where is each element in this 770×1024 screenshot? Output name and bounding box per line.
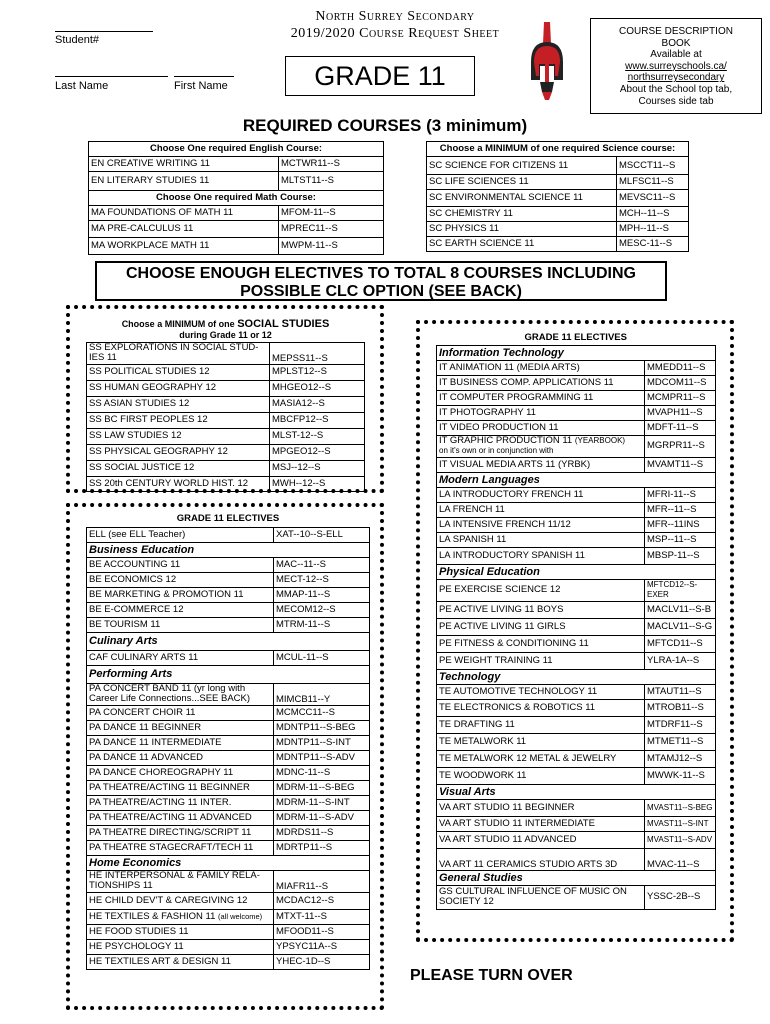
table-row[interactable] [427,190,689,207]
course-code: MSJ--12--S [270,460,365,476]
course-code: MVAST11--S-INT [645,816,716,831]
table-row[interactable] [87,810,370,825]
course-code: MLTST11--S [279,172,384,191]
table-row[interactable] [427,207,689,222]
course-code: MPREC11--S [279,221,384,238]
table-row[interactable] [87,342,365,364]
course-name: IT PHOTOGRAPHY 11 [437,405,645,420]
course-code: MFOOD11--S [274,924,370,939]
course-code: MCMPR11--S [645,390,716,405]
first-name-label: First Name [174,80,228,92]
course-name: PA DANCE 11 INTERMEDIATE [87,735,274,750]
table-row[interactable] [437,420,716,435]
course-name: MA FOUNDATIONS OF MATH 11 [89,206,279,221]
table-row[interactable] [437,733,716,750]
course-code: MWWK-11--S [645,767,716,784]
table-row[interactable] [437,375,716,390]
last-name-line[interactable] [55,76,168,77]
course-name: VA ART STUDIO 11 ADVANCED [437,831,645,848]
course-code: MTAMJ12--S [645,750,716,767]
course-name: PA THEATRE/ACTING 11 BEGINNER [87,780,274,795]
course-name: PA THEATRE/ACTING 11 ADVANCED [87,810,274,825]
course-name: PE ACTIVE LIVING 11 BOYS [437,601,645,618]
course-code: MFOM-11--S [279,206,384,221]
course-code: MGRPR11--S [645,435,716,457]
general-studies-section-title: General Studies [437,870,716,885]
course-code: MDNTP11--S-BEG [274,720,370,735]
table-row[interactable] [87,602,370,617]
table-row[interactable] [437,699,716,716]
table-row[interactable] [87,825,370,840]
science-header: Choose a MINIMUM of one required Science course: [427,142,689,157]
required-english-math-table [88,141,384,255]
course-name: GS CULTURAL INFLUENCE OF MUSIC ON SOCIETY 12 [437,885,645,909]
left-electives-header: GRADE 11 ELECTIVES [176,512,280,524]
course-name: PA CONCERT BAND 11 (yr long with Career Life Connections...SEE BACK) [87,683,274,705]
course-name: LA SPANISH 11 [437,532,645,547]
table-row[interactable] [437,750,716,767]
please-turn-over: PLEASE TURN OVER [410,967,573,984]
course-code: MFR--11--S [645,502,716,517]
table-row[interactable] [87,720,370,735]
course-name: SS HUMAN GEOGRAPHY 12 [87,380,270,396]
course-code: MPGEO12--S [270,444,365,460]
electives-banner [95,261,667,301]
course-name: BE E-COMMERCE 12 [87,602,274,617]
course-name: SS LAW STUDIES 12 [87,428,270,444]
cdb-line-2: BOOK [661,37,691,49]
table-row[interactable] [437,816,716,831]
table-row[interactable] [87,396,365,412]
course-code: MPH--11--S [617,222,689,237]
course-name: PA CONCERT CHOIR 11 [87,705,274,720]
course-name: EN LITERARY STUDIES 11 [89,172,279,191]
table-row[interactable] [87,892,370,909]
social-studies-header [87,318,365,342]
table-row[interactable] [87,617,370,632]
course-name: HE FOOD STUDIES 11 [87,924,274,939]
table-row[interactable] [437,502,716,517]
course-code: MFTCD11--S [645,635,716,652]
course-code: MEVSC11--S [617,190,689,207]
course-note-2: on it's own or in conjunction with [439,446,554,455]
table-row[interactable] [89,221,384,238]
course-code: MDNC-11--S [274,765,370,780]
table-row[interactable] [437,532,716,547]
table-row[interactable] [437,831,716,848]
course-code: MIAFR11--S [274,870,370,892]
school-name: North Surrey Secondary [315,9,475,24]
course-name: SS ASIAN STUDIES 12 [87,396,270,412]
course-code: MDNTP11--S-INT [274,735,370,750]
table-row[interactable] [89,172,384,191]
english-header: Choose One required English Course: [89,142,384,157]
required-science-table [426,141,689,252]
course-name-main: HE TEXTILES & FASHION 11 [89,910,216,922]
table-row[interactable] [427,222,689,237]
right-electives-header: GRADE 11 ELECTIVES [524,331,627,343]
course-code: MEPSS11--S [270,342,365,364]
table-row[interactable] [437,547,716,564]
table-row[interactable] [437,885,716,909]
course-code: MECOM12--S [274,602,370,617]
course-name: LA INTRODUCTORY SPANISH 11 [437,547,645,564]
table-row[interactable] [437,767,716,784]
table-row[interactable] [87,924,370,939]
course-code: MDRM-11--S-BEG [274,780,370,795]
course-description-box [590,18,762,114]
table-row[interactable] [87,840,370,855]
course-note: (all welcome) [218,911,263,921]
table-row[interactable] [87,780,370,795]
course-name: PE EXERCISE SCIENCE 12 [437,579,645,601]
course-name: PA DANCE 11 ADVANCED [87,750,274,765]
table-row[interactable] [437,799,716,816]
course-name: PA THEATRE DIRECTING/SCRIPT 11 [87,825,274,840]
course-name: IT VIDEO PRODUCTION 11 [437,420,645,435]
course-code: MLST-12--S [270,428,365,444]
course-name: SS POLITICAL STUDIES 12 [87,364,270,380]
table-row[interactable] [87,412,365,428]
table-row[interactable] [87,444,365,460]
course-name: LA INTRODUCTORY FRENCH 11 [437,487,645,502]
course-code: MFR--11INS [645,517,716,532]
table-row[interactable] [87,527,370,542]
course-code: MBCFP12--S [270,412,365,428]
course-code: MTAUT11--S [645,684,716,699]
course-code: YLRA-1A--S [645,652,716,669]
table-row[interactable] [87,572,370,587]
banner-line-2: POSSIBLE CLC OPTION (SEE BACK) [240,283,522,300]
visual-arts-section-title: Visual Arts [437,784,716,799]
course-code: MHGEO12--S [270,380,365,396]
phys-ed-section-title: Physical Education [437,564,716,579]
course-name: SC LIFE SCIENCES 11 [427,175,617,190]
course-name [87,909,274,924]
table-row[interactable] [437,716,716,733]
course-code: MVAC-11--S [645,848,716,870]
table-row[interactable] [89,157,384,172]
grade-title: GRADE 11 [285,56,475,96]
course-name: TE METALWORK 11 [437,733,645,750]
course-name [437,435,645,457]
table-row[interactable] [437,487,716,502]
table-row[interactable] [87,765,370,780]
table-row[interactable] [437,405,716,420]
info-tech-section-title: Information Technology [437,345,716,360]
cdb-line-6: About the School top tab, [619,83,733,95]
banner-line-1: CHOOSE ENOUGH ELECTIVES TO TOTAL 8 COURSES INCLUDING [126,265,636,282]
table-row[interactable] [87,380,365,396]
course-code: MMAP-11--S [274,587,370,602]
course-name: PA DANCE CHOREOGRAPHY 11 [87,765,274,780]
course-name: BE ACCOUNTING 11 [87,557,274,572]
ss-header-c: during Grade 11 or 12 [179,329,272,340]
table-row[interactable] [89,206,384,221]
course-name: SS SOCIAL JUSTICE 12 [87,460,270,476]
course-code: MSCCT11--S [617,157,689,175]
table-row[interactable] [437,360,716,375]
sheet-title: 2019/2020 Course Request Sheet [290,26,500,41]
course-name: SC EARTH SCIENCE 11 [427,237,617,252]
course-name: BE MARKETING & PROMOTION 11 [87,587,274,602]
table-row[interactable] [437,579,716,601]
course-name: EN CREATIVE WRITING 11 [89,157,279,172]
course-code: MACLV11--S-G [645,618,716,635]
course-name: SS PHYSICAL GEOGRAPHY 12 [87,444,270,460]
course-code: MFTCD12--S-EXER [645,579,716,601]
course-code: MDRTP11--S [274,840,370,855]
table-row[interactable] [87,587,370,602]
course-name: HE PSYCHOLOGY 11 [87,939,274,954]
student-number-line[interactable] [55,31,153,32]
course-name: MA PRE-CALCULUS 11 [89,221,279,238]
course-name: PA THEATRE/ACTING 11 INTER. [87,795,274,810]
course-code: MCDAC12--S [274,892,370,909]
course-name: LA INTENSIVE FRENCH 11/12 [437,517,645,532]
course-name: HE INTERPERSONAL & FAMILY RELA-TIONSHIPS 11 [87,870,274,892]
course-code: MACLV11--S-B [645,601,716,618]
culinary-section-title: Culinary Arts [87,632,370,650]
course-code: MWH--12--S [270,476,365,491]
course-code: MTRM-11--S [274,617,370,632]
course-name: MA WORKPLACE MATH 11 [89,238,279,255]
course-name: PA THEATRE STAGECRAFT/TECH 11 [87,840,274,855]
course-code: MDRM-11--S-ADV [274,810,370,825]
course-name: PA DANCE 11 BEGINNER [87,720,274,735]
course-name-main: IT GRAPHIC PRODUCTION 11 [439,435,573,446]
course-code: MFRI-11--S [645,487,716,502]
table-row[interactable] [87,750,370,765]
course-name: TE ELECTRONICS & ROBOTICS 11 [437,699,645,716]
cdb-link-1[interactable]: www.surreyschools.ca/ [625,60,727,72]
left-electives-table [86,511,370,970]
course-code: MSP--11--S [645,532,716,547]
course-name: SS EXPLORATIONS IN SOCIAL STUD-IES 11 [87,342,270,364]
cdb-line-3: Available at [650,49,702,61]
table-row[interactable] [437,601,716,618]
course-name: SC SCIENCE FOR CITIZENS 11 [427,157,617,175]
course-code: MESC-11--S [617,237,689,252]
course-name: PE FITNESS & CONDITIONING 11 [437,635,645,652]
course-code: MVAMT11--S [645,457,716,472]
table-row[interactable] [437,517,716,532]
course-name: PE ACTIVE LIVING 11 GIRLS [437,618,645,635]
languages-section-title: Modern Languages [437,472,716,487]
social-studies-table [86,318,365,492]
table-row[interactable] [87,683,370,705]
course-name: IT ANIMATION 11 (MEDIA ARTS) [437,360,645,375]
course-code: YPSYC11A--S [274,939,370,954]
course-code: YSSC-2B--S [645,885,716,909]
course-code: MECT-12--S [274,572,370,587]
course-code: MLFSC11--S [617,175,689,190]
technology-section-title: Technology [437,669,716,684]
course-name: SC CHEMISTRY 11 [427,207,617,222]
course-code: MDNTP11--S-ADV [274,750,370,765]
course-name: SS 20th CENTURY WORLD HIST. 12 [87,476,270,491]
table-row[interactable] [87,460,365,476]
course-code: YHEC-1D--S [274,954,370,969]
course-name: TE WOODWORK 11 [437,767,645,784]
course-name: CAF CULINARY ARTS 11 [87,650,274,665]
table-row[interactable] [437,390,716,405]
course-name: VA ART 11 CERAMICS STUDIO ARTS 3D [437,848,645,870]
table-row[interactable] [427,175,689,190]
course-code: MMEDD11--S [645,360,716,375]
course-name: TE DRAFTING 11 [437,716,645,733]
course-name: IT COMPUTER PROGRAMMING 11 [437,390,645,405]
table-row[interactable] [437,684,716,699]
course-name: LA FRENCH 11 [437,502,645,517]
course-code: MTROB11--S [645,699,716,716]
course-name: BE ECONOMICS 12 [87,572,274,587]
business-section-title: Business Education [87,542,370,557]
table-row[interactable] [87,735,370,750]
course-code: MCTWR11--S [279,157,384,172]
course-name: SS BC FIRST PEOPLES 12 [87,412,270,428]
table-row[interactable] [427,157,689,175]
table-row[interactable] [87,650,370,665]
last-name-label: Last Name [55,80,109,92]
course-code: MASIA12--S [270,396,365,412]
course-code: MPLST12--S [270,364,365,380]
cdb-link-2[interactable]: northsurreysecondary [627,72,725,84]
table-row[interactable] [87,795,370,810]
performing-arts-section-title: Performing Arts [87,665,370,683]
table-row[interactable] [437,618,716,635]
course-name: SC ENVIRONMENTAL SCIENCE 11 [427,190,617,207]
course-name: IT VISUAL MEDIA ARTS 11 (YRBK) [437,457,645,472]
course-code: MVAST11--S-ADV [645,831,716,848]
table-row[interactable] [437,635,716,652]
table-row[interactable] [87,939,370,954]
cdb-line-7: Courses side tab [638,95,714,107]
course-name: HE CHILD DEV'T & CAREGIVING 12 [87,892,274,909]
spartan-helmet-logo [522,22,572,102]
table-row[interactable] [437,848,716,870]
course-code: MTMET11--S [645,733,716,750]
course-code: MTXT-11--S [274,909,370,924]
course-code: MBSP-11--S [645,547,716,564]
ss-header-b: SOCIAL STUDIES [237,318,330,330]
course-name: ELL (see ELL Teacher) [87,527,274,542]
course-code: MCUL-11--S [274,650,370,665]
course-note: (YEARBOOK) [574,436,626,445]
student-number-label: Student# [55,34,100,46]
school-title-block [260,8,530,42]
course-code: MTDRF11--S [645,716,716,733]
course-code: MDRM-11--S-INT [274,795,370,810]
course-name: VA ART STUDIO 11 BEGINNER [437,799,645,816]
course-code: MCMCC11--S [274,705,370,720]
course-code: MCH--11--S [617,207,689,222]
course-name: IT BUSINESS COMP. APPLICATIONS 11 [437,375,645,390]
table-row[interactable] [437,652,716,669]
right-electives-table [436,331,716,910]
math-header: Choose One required Math Course: [89,191,384,206]
course-name: SC PHYSICS 11 [427,222,617,237]
table-row[interactable] [87,909,370,924]
course-name: VA ART STUDIO 11 INTERMEDIATE [437,816,645,831]
course-name: TE METALWORK 12 METAL & JEWELRY [437,750,645,767]
course-code: XAT--10--S-ELL [274,527,370,542]
course-name: HE TEXTILES ART & DESIGN 11 [87,954,274,969]
course-name: TE AUTOMOTIVE TECHNOLOGY 11 [437,684,645,699]
course-code: MWPM-11--S [279,238,384,255]
table-row[interactable] [87,364,365,380]
table-row[interactable] [87,870,370,892]
table-row[interactable] [87,476,365,491]
first-name-line[interactable] [174,76,234,77]
table-row[interactable] [87,557,370,572]
table-row[interactable] [89,238,384,255]
table-row[interactable] [87,705,370,720]
ss-header-a: Choose a MINIMUM of one [121,318,235,329]
course-code: MVAPH11--S [645,405,716,420]
course-code: MAC--11--S [274,557,370,572]
required-courses-title: REQUIRED COURSES (3 minimum) [242,116,528,135]
table-row[interactable] [427,237,689,252]
course-code: MDRDS11--S [274,825,370,840]
table-row[interactable] [437,457,716,472]
course-code: MIMCB11--Y [274,683,370,705]
cdb-line-1: COURSE DESCRIPTION [619,26,733,37]
table-row[interactable] [87,954,370,969]
home-economics-section-title: Home Economics [87,855,370,870]
course-name: PE WEIGHT TRAINING 11 [437,652,645,669]
table-row[interactable] [87,428,365,444]
course-code: MDCOM11--S [645,375,716,390]
course-name: BE TOURISM 11 [87,617,274,632]
table-row[interactable] [437,435,716,457]
course-code: MDFT-11--S [645,420,716,435]
course-code: MVAST11--S-BEG [645,799,716,816]
